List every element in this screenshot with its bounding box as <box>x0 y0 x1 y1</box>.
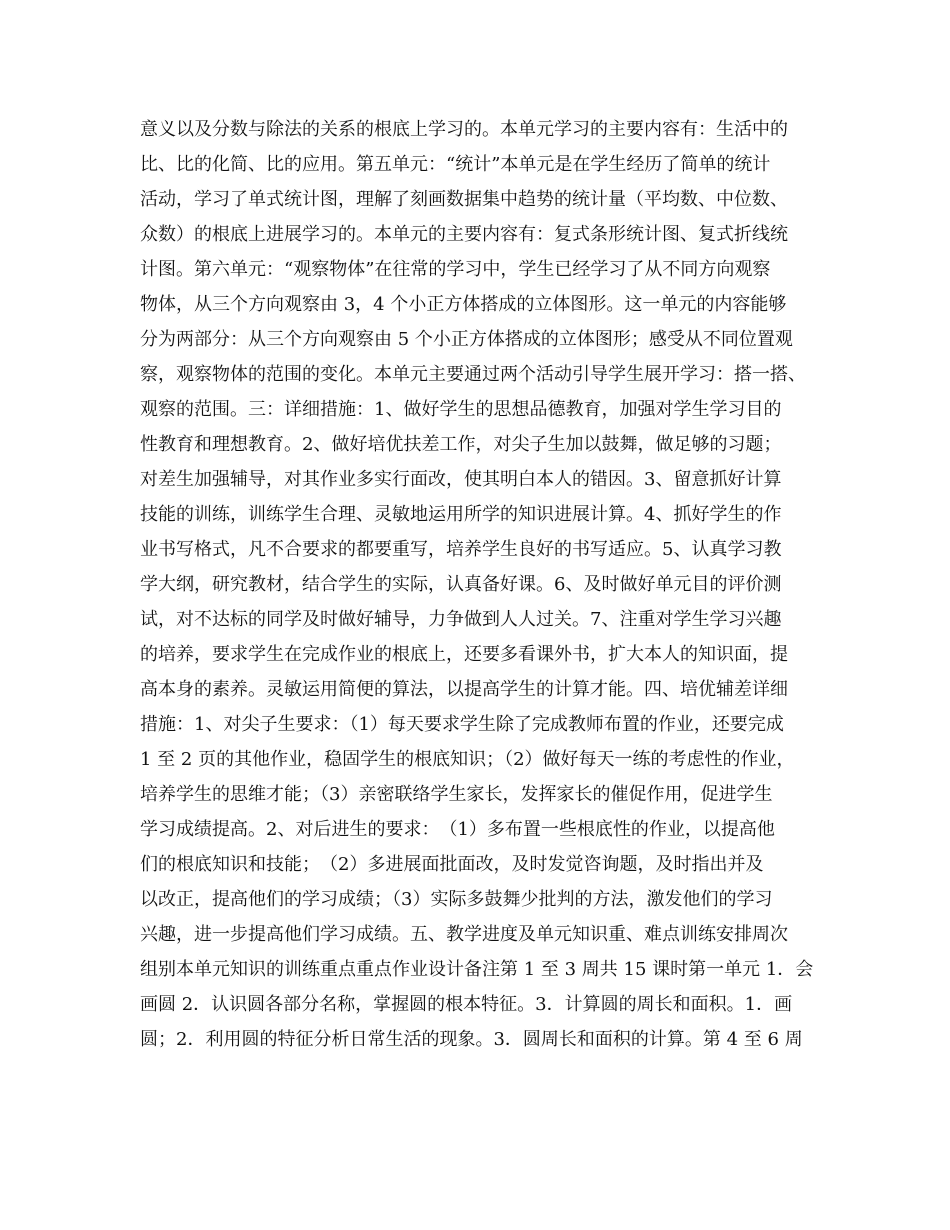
text-line: 计图。第六单元：“观察物体”在往常的学习中，学生已经学习了从不同方向观察 <box>140 259 771 280</box>
text-line: 学习成绩提高。2、对后进生的要求： （1）多布置一些根底性的作业，以提高他 <box>140 819 775 840</box>
text-line: 组别本单元知识的训练重点重点作业设计备注第 1 至 3 周共 15 课时第一单元 1．会 <box>140 959 814 980</box>
text-line: 试，对不达标的同学及时做好辅导，力争做到人人过关。7、注重对学生学习兴趣 <box>140 609 782 630</box>
text-line: 圆；2．利用圆的特征分析日常生活的现象。3．圆周长和面积的计算。第 4 至 6 周 <box>140 1029 803 1050</box>
text-line: 意义以及分数与除法的关系的根底上学习的。本单元学习的主要内容有：生活中的 <box>140 119 788 140</box>
text-line: 性教育和理想教育。2、做好培优扶差工作，对尖子生加以鼓舞，做足够的习题； <box>140 434 782 455</box>
text-line: 的培养，要求学生在完成作业的根底上，还要多看课外书，扩大本人的知识面，提 <box>140 644 788 665</box>
text-line: 1 至 2 页的其他作业，稳固学生的根底知识；（2）做好每天一练的考虑性的作业， <box>140 749 795 770</box>
text-line: 众数）的根底上进展学习的。本单元的主要内容有：复式条形统计图、复式折线统 <box>140 224 788 245</box>
text-line: 技能的训练，训练学生合理、灵敏地运用所学的知识进展计算。4、抓好学生的作 <box>140 504 782 525</box>
text-line: 察，观察物体的范围的变化。本单元主要通过两个活动引导学生展开学习：搭一搭、 <box>140 364 806 385</box>
text-line: 培养学生的思维才能；（3）亲密联络学生家长，发挥家长的催促作用，促进学生 <box>140 784 773 805</box>
text-line: 措施：1、对尖子生要求：（1）每天要求学生除了完成教师布置的作业，还要完成 <box>140 714 784 735</box>
text-line: 分为两部分：从三个方向观察由 5 个小正方体搭成的立体图形；感受从不同位置观 <box>140 329 793 350</box>
text-line: 们的根底知识和技能； （2）多进展面批面改，及时发觉咨询题，及时指出并及 <box>140 854 764 875</box>
text-line: 活动，学习了单式统计图，理解了刻画数据集中趋势的统计量（平均数、中位数、 <box>140 189 788 210</box>
text-line: 以改正，提高他们的学习成绩；（3）实际多鼓舞少批判的方法，激发他们的学习 <box>140 889 773 910</box>
text-line: 物体，从三个方向观察由 3，4 个小正方体搭成的立体图形。这一单元的内容能够 <box>140 294 787 315</box>
text-line: 业书写格式，凡不合要求的都要重写，培养学生良好的书写适应。5、认真学习教 <box>140 539 782 560</box>
text-line: 对差生加强辅导，对其作业多实行面改，使其明白本人的错因。3、留意抓好计算 <box>140 469 782 490</box>
text-line: 观察的范围。三：详细措施：1、做好学生的思想品德教育，加强对学生学习目的 <box>140 399 782 420</box>
text-line: 画圆 2．认识圆各部分名称，掌握圆的根本特征。3．计算圆的周长和面积。1．画 <box>140 994 793 1015</box>
text-line: 学大纲，研究教材，结合学生的实际，认真备好课。6、及时做好单元目的评价测 <box>140 574 782 595</box>
text-line: 高本身的素养。灵敏运用简便的算法，以提高学生的计算才能。四、培优辅差详细 <box>140 679 788 700</box>
text-line: 比、比的化简、比的应用。第五单元：“统计”本单元是在学生经历了简单的统计 <box>140 154 771 175</box>
body-text <box>140 112 830 1057</box>
text-line: 兴趣，进一步提高他们学习成绩。五、教学进度及单元知识重、难点训练安排周次 <box>140 924 788 945</box>
